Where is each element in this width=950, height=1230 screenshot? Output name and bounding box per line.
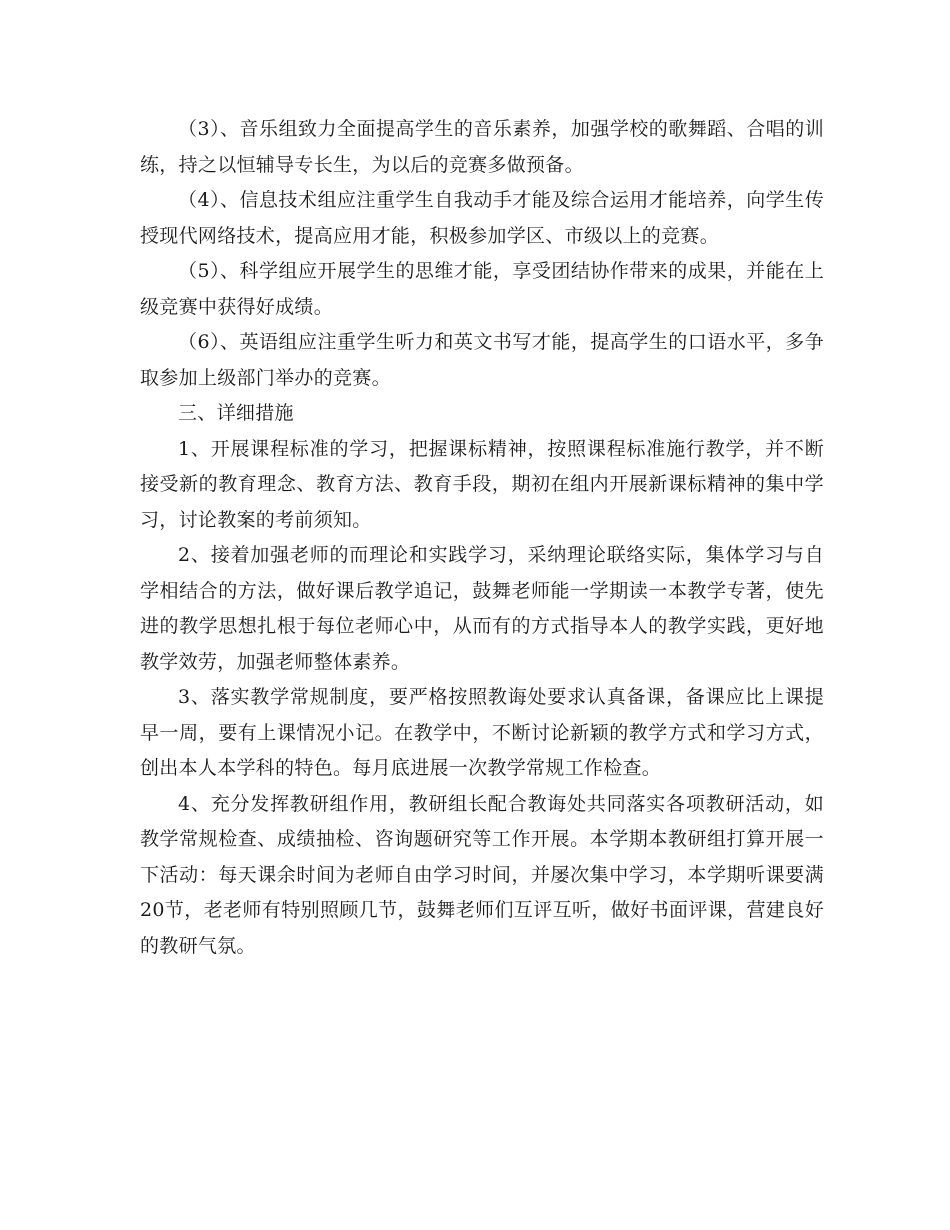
paragraph-measure-1: 1、开展课程标准的学习，把握课标精神，按照课程标准施行教学，并不断接受新的教育理念、教育方法、教育手段，期初在组内开展新课标精神的集中学习，讨论教案的考前须知。 [140,437,824,531]
paragraph-measure-3: 3、落实教学常规制度，要严格按照教诲处要求认真备课，备课应比上课提早一周，要有上课情况小记。在教学中，不断讨论新颖的教学方式和学习方式，创出本人本学科的特色。每月底进展一次教学常规工作检查。 [140,686,824,779]
paragraph-music-group: （3）、音乐组致力全面提高学生的音乐素养，加强学校的歌舞蹈、合唱的训练，持之以恒辅导专长生，为以后的竞赛多做预备。 [140,118,824,176]
paragraph-measure-4: 4、充分发挥教研组作用，教研组长配合教诲处共同落实各项教研活动，如教学常规检查、成绩抽检、咨询题研究等工作开展。本学期本教研组打算开展一下活动：每天课余时间为老师自由学习时间，并屡次集中学习，本学期听课要满20节，老老师有特别照顾几节，鼓舞老师们互评互听，做好书面评课，营建良好的教研气氛。 [140,792,824,957]
paragraph-it-group: （4）、信息技术组应注重学生自我动手才能及综合运用才能培养，向学生传授现代网络技术，提高应用才能，积极参加学区、市级以上的竞赛。 [140,189,824,247]
paragraph-measure-2: 2、接着加强老师的而理论和实践学习，采纳理论联络实际，集体学习与自学相结合的方法，做好课后教学追记，鼓舞老师能一学期读一本教学专著，使先进的教学思想扎根于每位老师心中，从而有的方式指导本人的教学实践，更好地教学效劳，加强老师整体素养。 [140,544,824,673]
section-heading-measures: 三、详细措施 [178,402,294,424]
paragraph-science-group: （5）、科学组应开展学生的思维才能，享受团结协作带来的成果，并能在上级竞赛中获得好成绩。 [140,260,824,318]
paragraph-english-group: （6）、英语组应注重学生听力和英文书写才能，提高学生的口语水平，多争取参加上级部门举办的竞赛。 [140,331,824,389]
document-page [140,112,824,964]
